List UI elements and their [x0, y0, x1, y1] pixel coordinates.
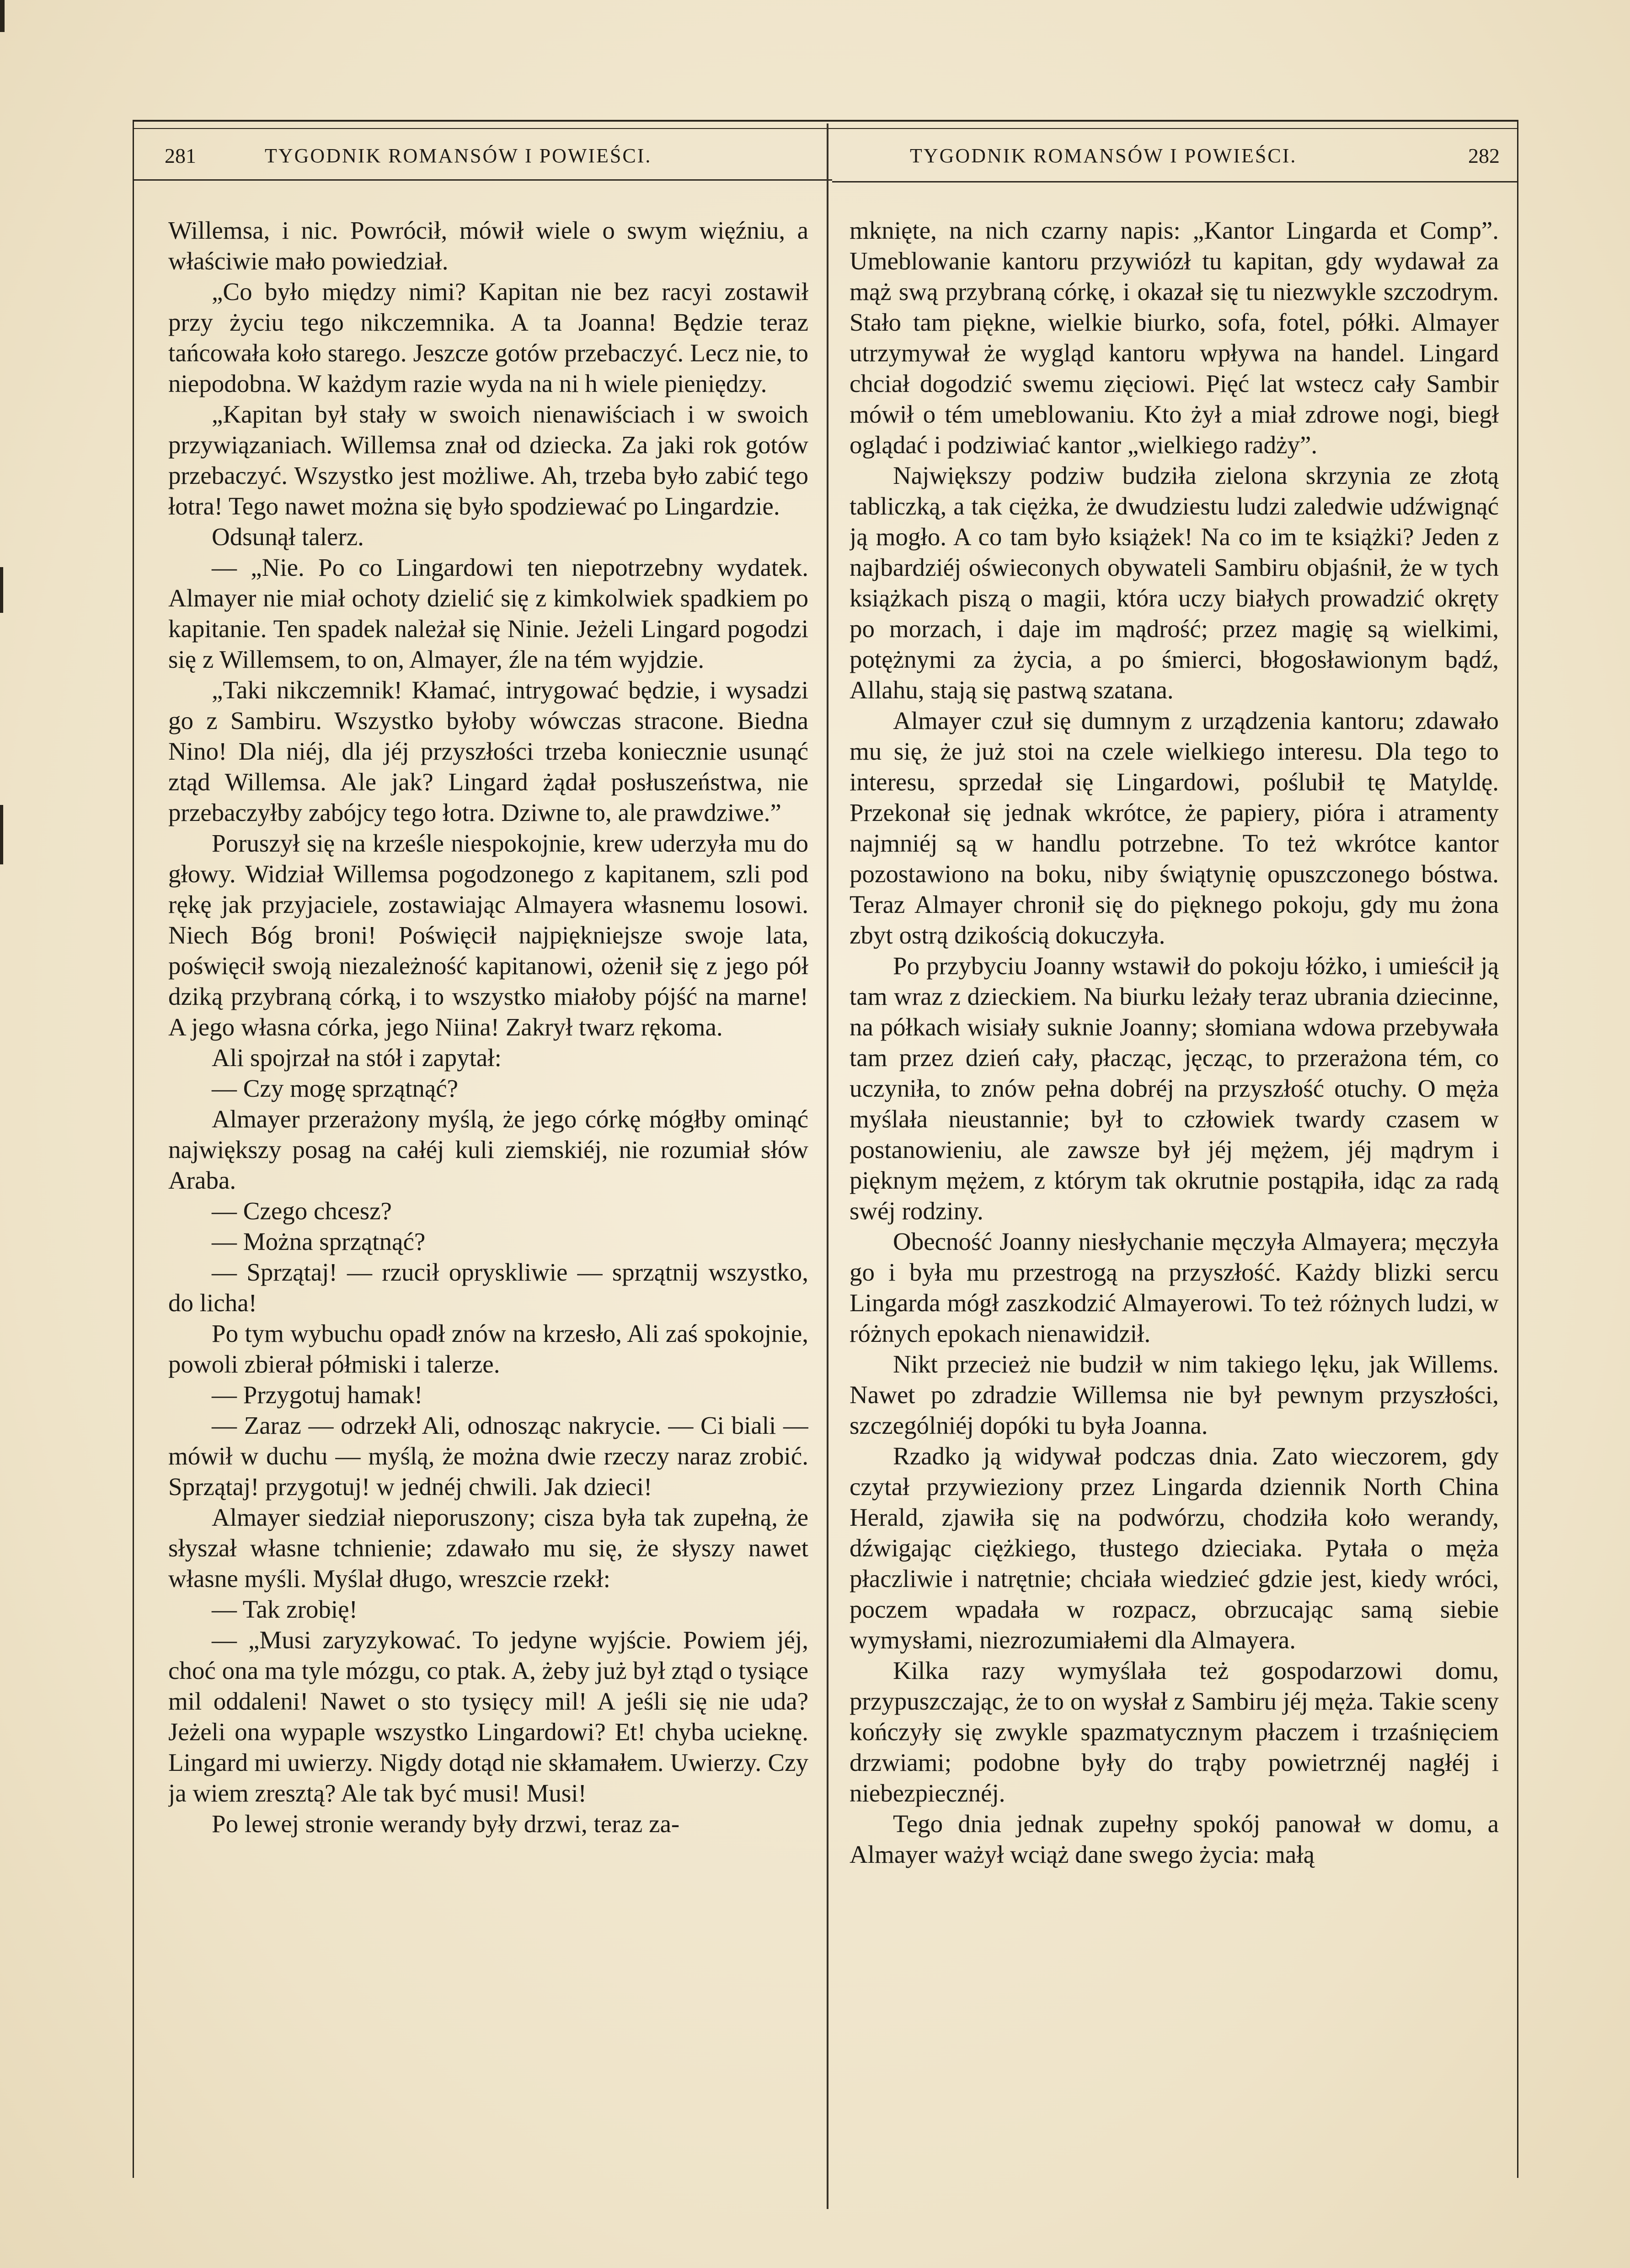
- paragraph: — Czy mogę sprzątnąć?: [212, 1074, 459, 1102]
- paragraph: — Tak zrobię!: [212, 1595, 358, 1623]
- paragraph: Po przybyciu Joanny wstawił do pokoju łóżko, i umieścił ją tam wraz z dzieckiem. Na biurku leżały teraz ubrania dziecinne, na półkach wisiały suknie Joanny; słomiana wdowa przebywała tam przez dzień cały, płacząc, jęcząc, to przerażona tém, co uczyniła, to znów pełna dobréj na przyszłość otuchy. O męża myślała nieustannie; był to człowiek twardy czasem w postanowieniu, ale zawsze był jéj mężem, jéj mądrym i pięknym mężem, z którym tak okrutnie postąpiła, idąc za radą swéj rodziny.: [850, 952, 1499, 1225]
- paragraph: Almayer czuł się dumnym z urządzenia kantoru; zdawało mu się, że już stoi na czele wielkiego interesu. Dla tego to interesu, sprzedał się Lingardowi, poślubił tę Matyldę. Przekonał się jednak wkrótce, że papiery, pióra i atramenty najmniéj są w handlu potrzebne. To też wkrótce kantor pozostawiono na boku, niby świątynię opuszczonego bóstwa. Teraz Almayer chronił się do pięknego pokoju, gdy mu żona zbyt ostrą dzikością dokuczyła.: [850, 707, 1499, 949]
- left-running-title: TYGODNIK ROMANSÓW I POWIEŚCI.: [265, 144, 652, 167]
- frame-right: [1517, 120, 1518, 2178]
- top-rule: [133, 120, 1518, 122]
- left-margin-mark: [0, 805, 3, 864]
- paragraph: „Co było między nimi? Kapitan nie bez racyi zostawił przy życiu tego nikczemnika. A ta Joanna! Będzie teraz tańcowała koło starego. Jeszcze gotów przebaczyć. Lecz nie, to niepodobna. W każdym razie wyda na ni h wiele pieniędzy.: [168, 278, 808, 397]
- left-text-column: [168, 215, 808, 2209]
- right-text-column: [850, 215, 1499, 2209]
- paragraph: mknięte, na nich czarny napis: „Kantor Lingarda et Comp”. Umeblowanie kantoru przywiózł tu kapitan, gdy wydawał za mąż swą przybraną córkę, i okazał się tu niezwykle szczodrym. Stało tam piękne, wielkie biurko, sofa, fotel, półki. Almayer utrzymywał że wygląd kantoru wpływa na handel. Lingard chciał dogodzić swemu zięciowi. Pięć lat wstecz cały Sambir mówił o tém umeblowaniu. Kto żył a miał zdrowe nogi, biegł oglądać i podziwiać kantor „wielkiego radży”.: [850, 216, 1499, 459]
- paragraph: Ali spojrzał na stół i zapytał:: [212, 1044, 502, 1072]
- column-separator: [827, 123, 828, 2209]
- right-running-title: TYGODNIK ROMANSÓW I POWIEŚCI.: [910, 144, 1297, 167]
- paragraph: Odsunął talerz.: [212, 523, 364, 551]
- paragraph: Almayer przerażony myślą, że jego córkę mógłby ominąć największy posag na całéj kuli ziemskiéj, nie rozumiał słów Araba.: [168, 1105, 808, 1194]
- paragraph: Almayer siedział nieporuszony; cisza była tak zupełną, że słyszał własne tchnienie; zdawało mu się, że słyszy nawet własne myśli. Myślał długo, wreszcie rzekł:: [168, 1503, 808, 1592]
- paragraph: Willemsa, i nic. Powrócił, mówił wiele o swym więźniu, a właściwie mało powiedział.: [168, 216, 808, 275]
- right-page-number: 282: [1468, 144, 1500, 167]
- paragraph: Obecność Joanny niesłychanie męczyła Almayera; męczyła go i była mu przestrogą na przyszłość. Każdy blizki sercu Lingarda mógł zaszkodzić Almayerowi. To też różnych ludzi, w różnych epokach nienawidził.: [850, 1228, 1499, 1347]
- paragraph: Tego dnia jednak zupełny spokój panował w domu, a Almayer ważył wciąż dane swego życia: małą: [850, 1810, 1499, 1868]
- paragraph: „Taki nikczemnik! Kłamać, intrygować będzie, i wysadzi go z Sambiru. Wszystko byłoby wówczas stracone. Biedna Nino! Dla niéj, dla jéj przyszłości trzeba koniecznie usunąć ztąd Willemsa. Ale jak? Lingard żądał posłuszeństwa, nie przebaczyłby zabójcy tego łotra. Dziwne to, ale prawdziwe.”: [168, 676, 808, 826]
- header-rule: [133, 179, 832, 181]
- paragraph: Po tym wybuchu opadł znów na krzesło, Ali zaś spokojnie, powoli zbierał półmiski i talerze.: [168, 1319, 808, 1378]
- paragraph: — „Musi zaryzykować. To jedyne wyjście. Powiem jéj, choć ona ma tyle mózgu, co ptak. A, żeby już był ztąd o tysiące mil oddaleni! Nawet o sto tysięcy mil! A jeśli się nie uda? Jeżeli ona wypaple wszystko Lingardowi? Et! chyba ucieknę. Lingard mi uwierzy. Nigdy dotąd nie skłamałem. Uwierzy. Czy ja wiem zresztą? Ale tak być musi! Musi!: [168, 1626, 808, 1807]
- paragraph: — Sprzątaj! — rzucił opryskliwie — sprzątnij wszystko, do licha!: [168, 1258, 808, 1317]
- top-rule-thin: [133, 128, 1518, 129]
- paragraph: Rzadko ją widywał podczas dnia. Zato wieczorem, gdy czytał przywieziony przez Lingarda dziennik North China Herald, zjawiła się na podwórzu, chodziła koło werandy, dźwigając ciężkiego, tłustego dzieciaka. Pytała o męża płaczliwie i natrętnie; chciała wiedzieć gdzie jest, kiedy wróci, poczem wpadała w rozpacz, obrzucając samą siebie wymysłami, niezrozumiałemi dla Almayera.: [850, 1442, 1499, 1654]
- left-page-number: 281: [165, 144, 196, 167]
- paragraph: — Można sprzątnąć?: [212, 1228, 426, 1255]
- left-margin-mark: [0, 567, 3, 613]
- paragraph: — Zaraz — odrzekł Ali, odnosząc nakrycie. — Ci biali — mówił w duchu — myślą, że można dwie rzeczy naraz zrobić. Sprzątaj! przygotuj! w jednéj chwili. Jak dzieci!: [168, 1411, 808, 1501]
- paragraph: Największy podziw budziła zielona skrzynia ze złotą tabliczką, a tak ciężka, że dwudziestu ludzi zaledwie udźwignąć ją mogło. A co tam było książek! Na co im te książki? Jeden z najbardziéj oświeconych obywateli Sambiru objaśnił, że w tych książkach piszą o magii, która uczy białych prowadzić okręty po morzach, i daje im mądrość; przez magię są wielkimi, potężnymi za życia, a po śmierci, błogosławionym bądź, Allahu, stają się pastwą szatana.: [850, 461, 1499, 704]
- left-header: [165, 137, 805, 174]
- header-rule: [832, 181, 1518, 182]
- paragraph: Po lewej stronie werandy były drzwi, teraz za-: [212, 1810, 680, 1838]
- paragraph: — „Nie. Po co Lingardowi ten niepotrzebny wydatek. Almayer nie miał ochoty dzielić się z kimkolwiek spadkiem po kapitanie. Ten spadek należał się Ninie. Jeżeli Lingard pogodzi się z Willemsem, to on, Almayer, źle na tém wyjdzie.: [168, 553, 808, 673]
- paragraph: Nikt przecież nie budził w nim takiego lęku, jak Willems. Nawet po zdradzie Willemsa nie był pewnym przyszłości, szczególniéj dopóki tu była Joanna.: [850, 1350, 1499, 1439]
- frame-left: [133, 120, 134, 2178]
- left-margin-mark: [0, 0, 5, 32]
- paragraph: „Kapitan był stały w swoich nienawiściach i w swoich przywiązaniach. Willemsa znał od dziecka. Za jaki rok gotów przebaczyć. Wszystko jest możliwe. Ah, trzeba było zabić tego łotra! Tego nawet można się było spodziewać po Lingardzie.: [168, 400, 808, 520]
- paragraph: — Czego chcesz?: [212, 1197, 392, 1225]
- paragraph: Kilka razy wymyślała też gospodarzowi domu, przypuszczając, że to on wysłał z Sambiru jéj męża. Takie sceny kończyły się zwykle spazmatycznym płaczem i trzaśnięciem drzwiami; podobne były do trąby powietrznéj nagłéj i niebezpiecznéj.: [850, 1657, 1499, 1807]
- paragraph: — Przygotuj hamak!: [212, 1381, 423, 1409]
- right-header: [910, 137, 1500, 174]
- paragraph: Poruszył się na krześle niespokojnie, krew uderzyła mu do głowy. Widział Willemsa pogodzonego z kapitanem, szli pod rękę jak przyjaciele, zostawiając Almayera własnemu losowi. Niech Bóg broni! Poświęcił najpiękniejsze swoje lata, poświęcił swoją niezależność kapitanowi, ożenił się z jego pół dziką przybraną córką, i to wszystko miałoby pójść na marne! A jego własna córka, jego Niina! Zakrył twarz rękoma.: [168, 829, 808, 1041]
